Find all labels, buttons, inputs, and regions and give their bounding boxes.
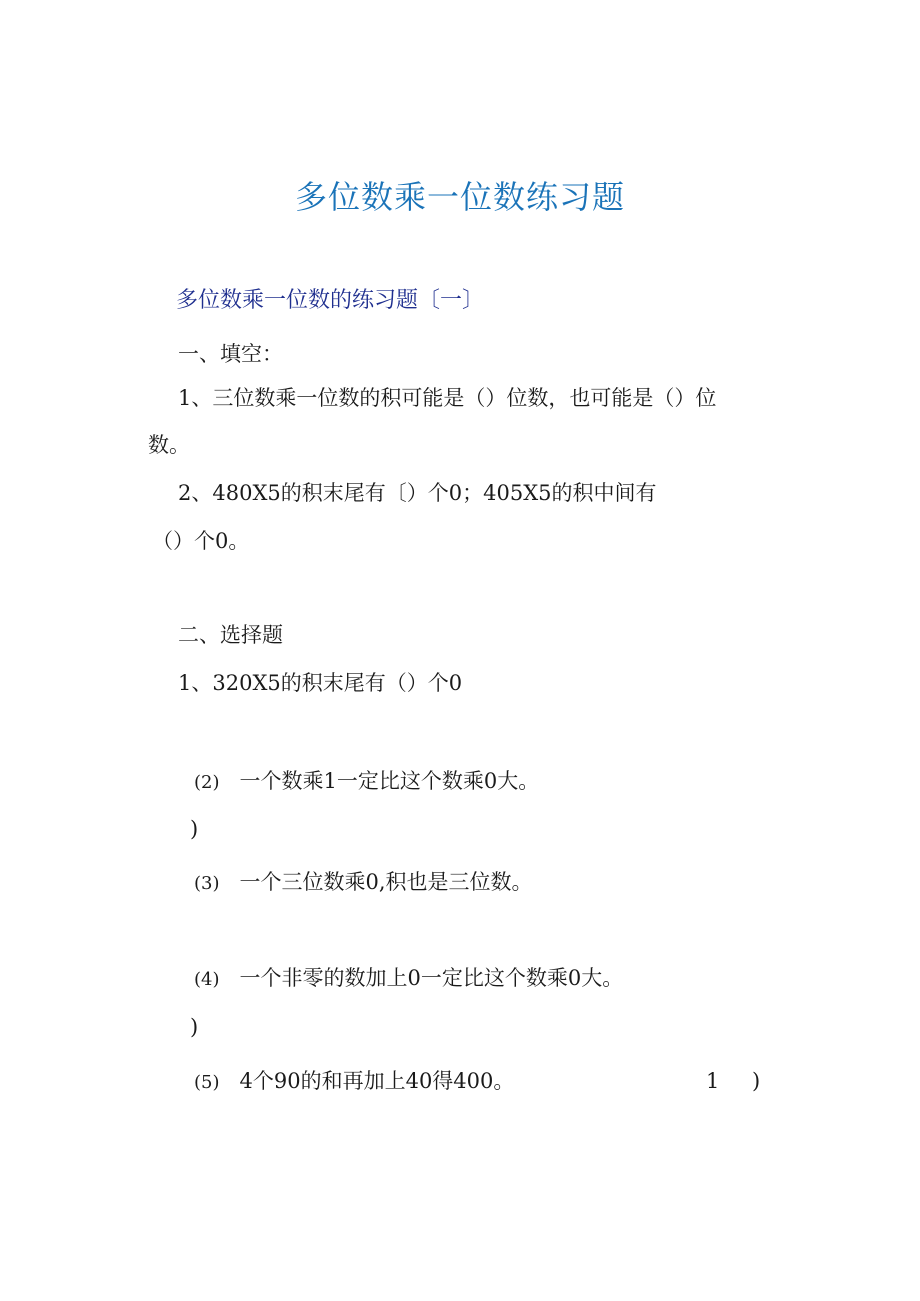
judgment-item-2: [194, 766, 539, 798]
judgment-item-3: [194, 867, 533, 899]
section-fill-blank-heading: 一、填空：: [178, 342, 283, 366]
choice-question-1: 1、320X5的积末尾有（）个0: [178, 671, 463, 695]
judgment-answer: 1: [706, 1069, 720, 1093]
question-2-line-1: 2、480X5的积末尾有〔）个0；405X5的积中间有: [178, 481, 657, 505]
judgment-item-4: [194, 963, 623, 995]
section-choice-heading: 二、选择题: [178, 623, 283, 647]
judgment-paren: ): [190, 817, 199, 841]
question-1-line-1: 1、三位数乘一位数的积可能是（）位数，也可能是（）位: [178, 386, 717, 410]
question-2-line-2: （）个0。: [152, 529, 250, 553]
judgment-text: 一个非零的数加上0一定比这个数乘0大。: [239, 966, 624, 990]
question-1-line-2: 数。: [148, 433, 190, 457]
judgment-text: 4个90的和再加上40得400。: [239, 1069, 515, 1093]
document-title: 多位数乘一位数练习题: [294, 178, 625, 216]
judgment-text: 一个数乘1一定比这个数乘0大。: [239, 769, 540, 793]
judgment-number: (3): [194, 873, 220, 894]
document-subtitle: 多位数乘一位数的练习题〔一〕: [176, 288, 485, 313]
judgment-paren: ): [752, 1069, 761, 1093]
judgment-number: (2): [194, 772, 220, 793]
judgment-item-5: [194, 1066, 514, 1098]
judgment-number: (5): [194, 1072, 220, 1093]
judgment-text: 一个三位数乘0,积也是三位数。: [239, 870, 533, 894]
judgment-number: (4): [194, 969, 220, 990]
judgment-paren: ): [190, 1015, 199, 1039]
